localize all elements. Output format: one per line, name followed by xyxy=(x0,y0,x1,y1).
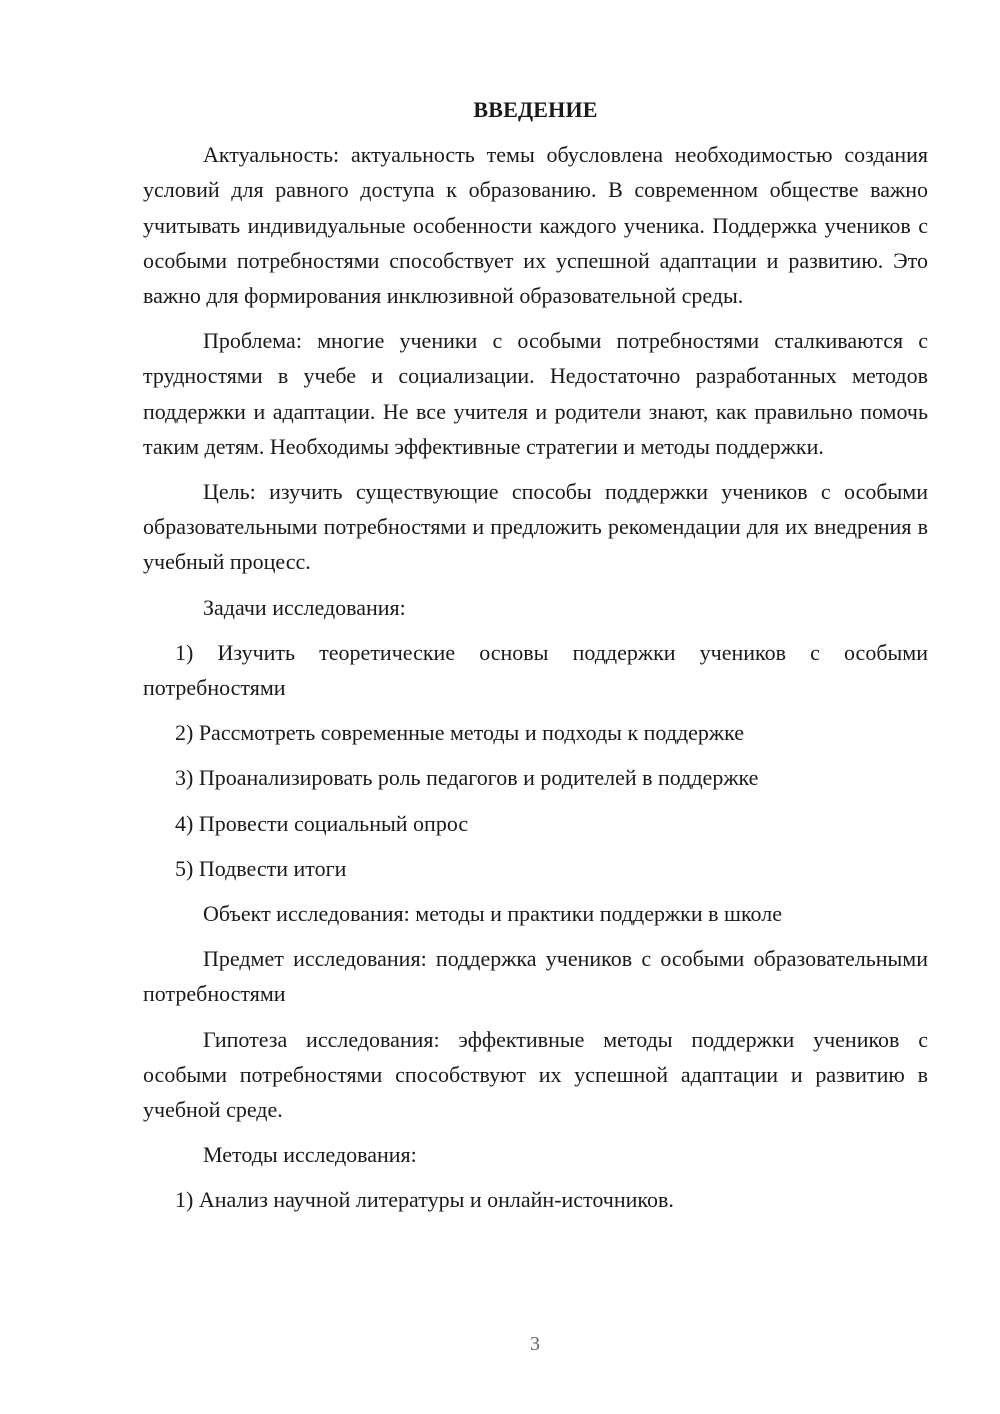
paragraph-object: Объект исследования: методы и практики поддержки в школе xyxy=(203,901,782,927)
task-item-1: 1) Изучить теоретические основы поддержки учеников с особыми потребностями xyxy=(143,639,928,701)
method-item-1: 1) Анализ научной литературы и онлайн-источников. xyxy=(175,1187,674,1213)
tasks-heading: Задачи исследования: xyxy=(203,594,406,620)
paragraph-subject: Предмет исследования: поддержка учеников с особыми образовательными потребностями xyxy=(143,946,928,1007)
task-item-2: 2) Рассмотреть современные методы и подходы к поддержке xyxy=(175,720,745,746)
paragraph-relevance: Актуальность: актуальность темы обусловлена необходимостью создания условий для равного доступа к образованию. В современном обществе важно учитывать индивидуальные особенности каждого ученика. Поддержка учеников с особыми потребностями способствует их успешной адаптации и развитию. Это важно для формирования инклюзивной образовательной среды. xyxy=(143,142,928,309)
document-body xyxy=(143,92,928,1228)
methods-heading: Методы исследования: xyxy=(203,1142,417,1168)
page-number: 3 xyxy=(530,1333,540,1355)
page-title: ВВЕДЕНИЕ xyxy=(473,97,598,122)
paragraph-problem: Проблема: многие ученики с особыми потребностями сталкиваются с трудностями в учебе и социализации. Недостаточно разработанных методов поддержки и адаптации. Не все учителя и родители знают, как правильно помочь таким детям. Необходимы эффективные стратегии и методы поддержки. xyxy=(143,328,928,459)
paragraph-goal: Цель: изучить существующие способы поддержки учеников с особыми образовательными потребностями и предложить рекомендации для их внедрения в учебный процесс. xyxy=(143,479,928,575)
task-item-5: 5) Подвести итоги xyxy=(175,855,347,881)
paragraph-hypothesis: Гипотеза исследования: эффективные методы поддержки учеников с особыми потребностями способствуют их успешной адаптации и развитию в учебной среде. xyxy=(143,1026,928,1123)
task-item-3: 3) Проанализировать роль педагогов и родителей в поддержке xyxy=(175,765,759,791)
task-item-4: 4) Провести социальный опрос xyxy=(175,810,469,836)
